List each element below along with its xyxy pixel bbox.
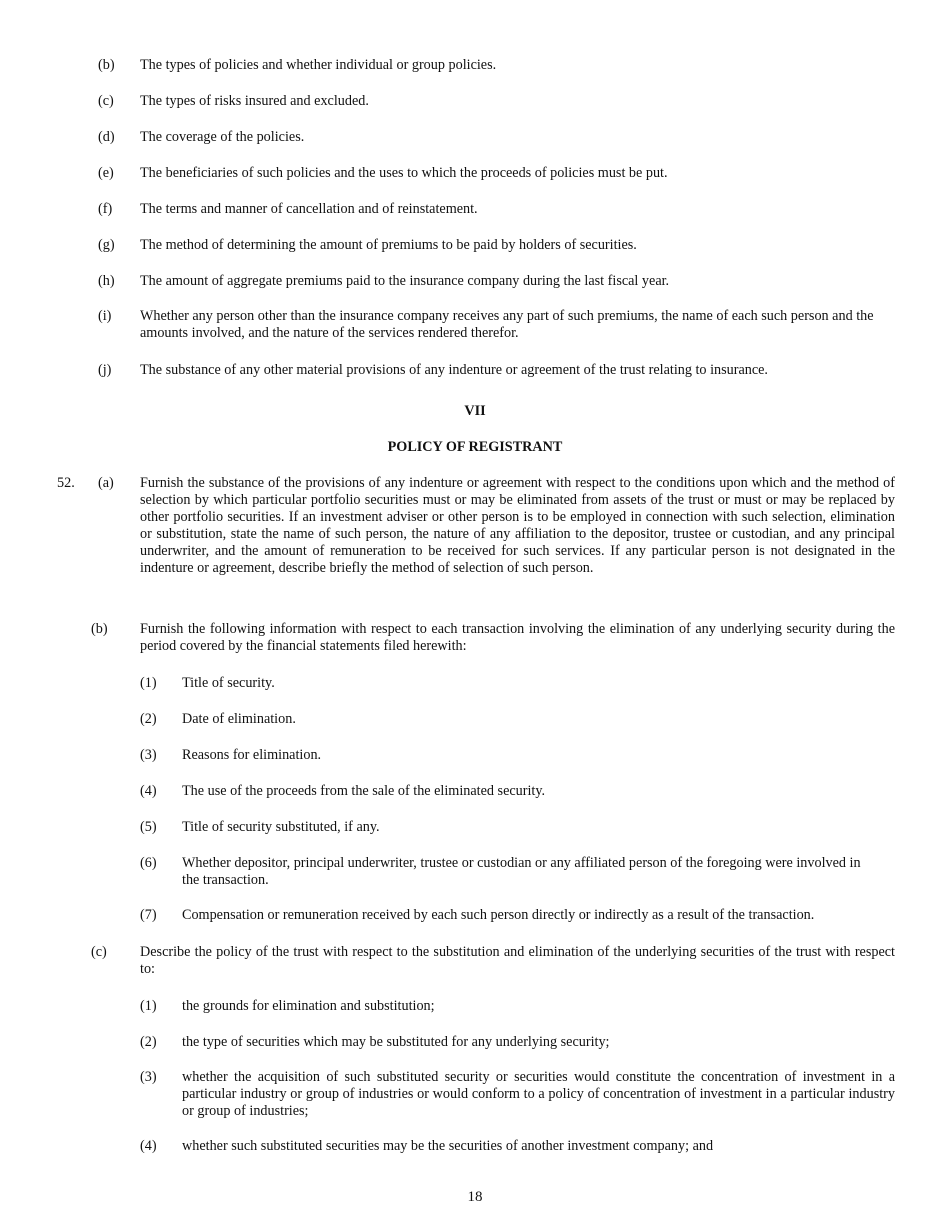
- item-label-e: (e): [98, 165, 114, 181]
- item-label-d: (d): [98, 129, 115, 145]
- sub-b7-text: Compensation or remuneration received by each such person directly or indirectly as a result of the transaction.: [182, 907, 815, 923]
- item-label-f: (f): [98, 201, 113, 217]
- item-text-e: The beneficiaries of such policies and the uses to which the proceeds of policies must be put.: [140, 165, 668, 181]
- sub-b6-text: Whether depositor, principal underwriter, trustee or custodian or any affiliated person of the foregoing were involved in the transaction.: [182, 855, 861, 888]
- item-text-c: The types of risks insured and excluded.: [140, 93, 369, 109]
- item-label-g: (g): [98, 237, 115, 253]
- sub-b2-text: Date of elimination.: [182, 711, 296, 727]
- item-52a-label: (a): [98, 475, 114, 491]
- item-text-g: The method of determining the amount of premiums to be paid by holders of securities.: [140, 237, 637, 253]
- page-number: 18: [467, 1189, 483, 1205]
- item-text-h: The amount of aggregate premiums paid to the insurance company during the last fiscal year.: [140, 273, 670, 289]
- sub-c1-label: (1): [140, 998, 157, 1014]
- item-text-i: Whether any person other than the insurance company receives any part of such premiums, the name of each such person and the amounts involved, and the nature of the services rendered therefor.: [140, 308, 874, 341]
- item-52a-text: Furnish the substance of the provisions of any indenture or agreement with respect to the conditions upon which and the method of selection by which particular portfolio securities must or may be eliminated from assets of the trust or must or may be replaced by other portfolio securities. If an investment adviser or other person is to be employed in connection with such selection, elimination or substitution, state the name of such person, the nature of any affiliation to the depositor, trustee or custodian, and any principal underwriter, and the amount of remuneration to be received for such services. If any particular person is not designated in the indenture or agreement, describe briefly the method of selection of such person.: [140, 475, 895, 576]
- sub-b2-label: (2): [140, 711, 157, 727]
- section-number: VII: [464, 403, 486, 419]
- item-52c-text: Describe the policy of the trust with respect to the substitution and elimination of the underlying securities of the trust with respect to:: [140, 944, 895, 977]
- sub-b3-label: (3): [140, 747, 157, 763]
- sub-c4-text: whether such substituted securities may be the securities of another investment company; and: [182, 1138, 714, 1154]
- sub-c4-label: (4): [140, 1138, 157, 1154]
- sub-b1-label: (1): [140, 675, 157, 691]
- item-text-f: The terms and manner of cancellation and of reinstatement.: [140, 201, 478, 217]
- sub-c1-text: the grounds for elimination and substitution;: [182, 998, 435, 1014]
- sub-c3-label: (3): [140, 1069, 157, 1085]
- sub-c2-label: (2): [140, 1034, 157, 1050]
- sub-b3-text: Reasons for elimination.: [182, 747, 322, 763]
- section-title: POLICY OF REGISTRANT: [387, 439, 563, 455]
- sub-b1-text: Title of security.: [182, 675, 275, 691]
- item-52c-label: (c): [91, 944, 107, 960]
- item-label-b: (b): [98, 57, 115, 73]
- item-label-j: (j): [98, 362, 112, 378]
- item-label-h: (h): [98, 273, 115, 289]
- item-52b-label: (b): [91, 621, 108, 637]
- sub-b4-text: The use of the proceeds from the sale of the eliminated security.: [182, 783, 546, 799]
- sub-b7-label: (7): [140, 907, 157, 923]
- item-52b-text: Furnish the following information with respect to each transaction involving the elimination of any underlying security during the period covered by the financial statements filed herewith:: [140, 621, 895, 654]
- sub-b6-label: (6): [140, 855, 157, 871]
- item-text-b: The types of policies and whether individual or group policies.: [140, 57, 497, 73]
- sub-b4-label: (4): [140, 783, 157, 799]
- item-label-i: (i): [98, 308, 112, 324]
- sub-c2-text: the type of securities which may be substituted for any underlying security;: [182, 1034, 610, 1050]
- item-text-j: The substance of any other material provisions of any indenture or agreement of the trust relating to insurance.: [140, 362, 768, 378]
- item-label-c: (c): [98, 93, 114, 109]
- sub-b5-text: Title of security substituted, if any.: [182, 819, 380, 835]
- sub-c3-text: whether the acquisition of such substituted security or securities would constitute the concentration of investment in a particular industry or group of industries or would conform to a policy of concentration of investment in a particular industry or group of industries;: [182, 1069, 895, 1119]
- item-52-number: 52.: [57, 475, 75, 491]
- item-text-d: The coverage of the policies.: [140, 129, 305, 145]
- sub-b5-label: (5): [140, 819, 157, 835]
